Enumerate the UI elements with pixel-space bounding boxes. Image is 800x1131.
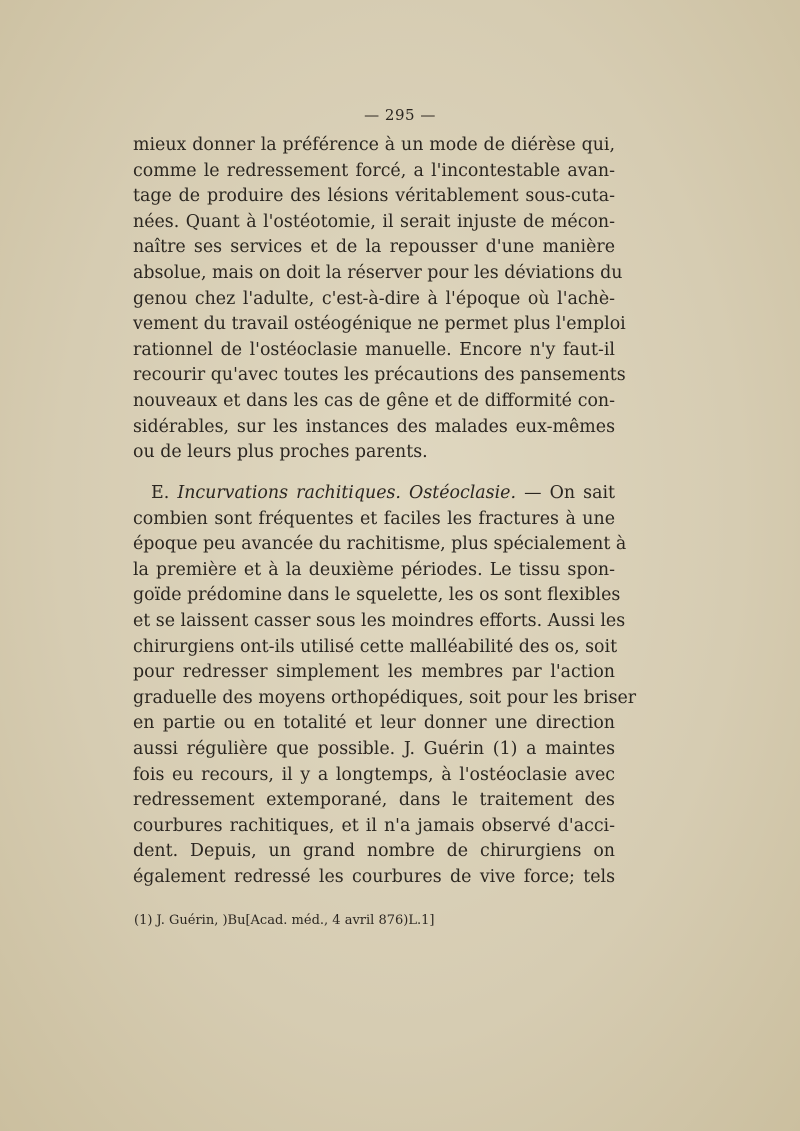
text-line: genou chez l'adulte, c'est-à-dire à l'époque où l'achè-: [133, 288, 615, 309]
text-line: fois eu recours, il y a longtemps, à l'ostéoclasie avec: [133, 764, 615, 785]
text-line: courbures rachitiques, et il n'a jamais observé d'acci-: [133, 815, 615, 836]
text-line: chirurgiens ont-ils utilisé cette malléabilité des os, soit: [133, 636, 618, 657]
text-line: vement du travail ostéogénique ne permet plus l'emploi: [133, 314, 626, 335]
paragraph-2: [133, 481, 637, 891]
text-line: ou de leurs plus proches parents.: [133, 442, 428, 463]
page-number: — 295 —: [364, 106, 436, 124]
text-line: tage de produire des lésions véritablement sous-cuta-: [133, 186, 615, 207]
text-line: redressement extemporané, dans le traitement des: [133, 790, 615, 811]
text-line: nées. Quant à l'ostéotomie, il serait injuste de mécon-: [133, 211, 615, 232]
text-line: dent. Depuis, un grand nombre de chirurgiens on: [133, 841, 615, 862]
text-line: la première et à la deuxième périodes. Le tissu spon-: [133, 559, 615, 580]
section-label: E.: [151, 483, 170, 503]
section-heading: Incurvations rachitiques. Ostéoclasie.: [177, 483, 516, 503]
text-line: rationnel de l'ostéoclasie manuelle. Encore n'y faut-il: [133, 339, 615, 360]
text-line: absolue, mais on doit la réserver pour les déviations du: [133, 262, 623, 283]
paragraph-1: [133, 133, 626, 466]
text-line: aussi régulière que possible. J. Guérin (1) a maintes: [133, 738, 615, 759]
text-line: et se laissent casser sous les moindres efforts. Aussi les: [133, 610, 626, 631]
text-line: comme le redressement forcé, a l'incontestable avan-: [133, 160, 615, 181]
text-line: recourir qu'avec toutes les précautions des pansements: [133, 365, 626, 386]
text-line: sidérables, sur les instances des malades eux-mêmes: [133, 416, 615, 437]
text-line: naître ses services et de la repousser d'une manière: [133, 237, 615, 258]
text-line: pour redresser simplement les membres par l'action: [133, 662, 615, 683]
text-line: combien sont fréquentes et faciles les fractures à une: [133, 508, 615, 529]
text-line: également redressé les courbures de vive force; tels: [133, 866, 615, 887]
section-heading-line: [133, 481, 615, 507]
text-line: nouveaux et dans les cas de gêne et de difformité con-: [133, 390, 615, 411]
text-line: en partie ou en totalité et leur donner une direction: [133, 713, 615, 734]
footnote: (1) J. Guérin, )Bu[Acad. méd., 4 avril 876)L.1]: [134, 913, 435, 928]
text-line: époque peu avancée du rachitisme, plus spécialement à: [133, 534, 627, 555]
text-line: goïde prédomine dans le squelette, les os sont flexibles: [133, 585, 621, 606]
text-line: mieux donner la préférence à un mode de diérèse qui,: [133, 135, 615, 155]
text-line: graduelle des moyens orthopédiques, soit pour les briser: [133, 687, 637, 708]
heading-line-rest: — On sait: [524, 483, 616, 503]
